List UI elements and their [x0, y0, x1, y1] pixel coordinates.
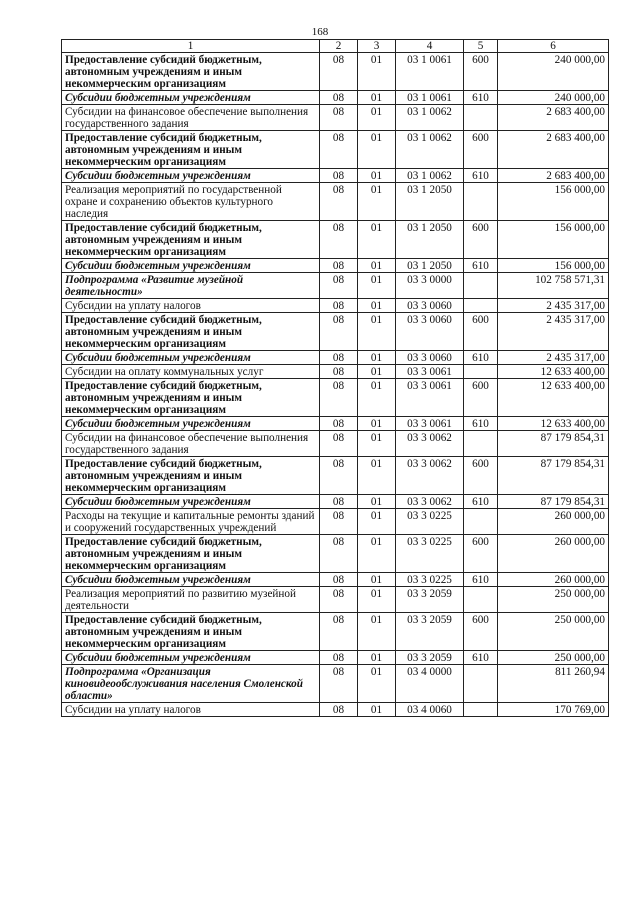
- row-subsection-cell: 01: [358, 169, 396, 183]
- table-row: [62, 613, 609, 651]
- row-name-cell: Подпрограмма «Организация киновидеообслуживания населения Смоленской области»: [62, 665, 320, 703]
- row-target-code-cell: 03 1 2050: [396, 221, 464, 259]
- row-amount-cell: 156 000,00: [498, 221, 609, 259]
- row-amount-cell: 2 435 317,00: [498, 313, 609, 351]
- row-target-code-cell: 03 4 0000: [396, 665, 464, 703]
- row-amount-cell: 2 683 400,00: [498, 131, 609, 169]
- budget-table: [61, 39, 609, 717]
- row-target-code-cell: 03 3 0061: [396, 365, 464, 379]
- row-target-code-cell: 03 4 0060: [396, 703, 464, 717]
- row-subsection-cell: 01: [358, 651, 396, 665]
- row-subsection-cell: 01: [358, 417, 396, 431]
- table-row: [62, 169, 609, 183]
- row-subsection-cell: 01: [358, 259, 396, 273]
- row-expense-type-cell: 610: [464, 651, 498, 665]
- row-expense-type-cell: [464, 183, 498, 221]
- row-subsection-cell: 01: [358, 365, 396, 379]
- row-amount-cell: 260 000,00: [498, 509, 609, 535]
- row-section-cell: 08: [320, 169, 358, 183]
- row-section-cell: 08: [320, 703, 358, 717]
- row-expense-type-cell: [464, 105, 498, 131]
- row-subsection-cell: 01: [358, 313, 396, 351]
- row-subsection-cell: 01: [358, 273, 396, 299]
- row-amount-cell: 250 000,00: [498, 613, 609, 651]
- row-target-code-cell: 03 1 0062: [396, 169, 464, 183]
- row-target-code-cell: 03 3 0000: [396, 273, 464, 299]
- row-expense-type-cell: [464, 665, 498, 703]
- row-name-cell: Субсидии бюджетным учреждениям: [62, 169, 320, 183]
- table-row: [62, 703, 609, 717]
- table-row: [62, 91, 609, 105]
- row-subsection-cell: 01: [358, 183, 396, 221]
- row-amount-cell: 2 435 317,00: [498, 299, 609, 313]
- row-expense-type-cell: [464, 703, 498, 717]
- row-amount-cell: 260 000,00: [498, 535, 609, 573]
- row-target-code-cell: 03 3 0225: [396, 509, 464, 535]
- row-name-cell: Предоставление субсидий бюджетным, автономным учреждениям и иным некоммерческим организациям: [62, 535, 320, 573]
- row-amount-cell: 156 000,00: [498, 183, 609, 221]
- row-expense-type-cell: 610: [464, 259, 498, 273]
- row-subsection-cell: 01: [358, 613, 396, 651]
- row-expense-type-cell: [464, 299, 498, 313]
- table-row: [62, 587, 609, 613]
- row-name-cell: Субсидии на финансовое обеспечение выполнения государственного задания: [62, 105, 320, 131]
- row-amount-cell: 12 633 400,00: [498, 417, 609, 431]
- row-amount-cell: 240 000,00: [498, 53, 609, 91]
- row-section-cell: 08: [320, 131, 358, 169]
- header-col-1: 1: [62, 40, 320, 53]
- row-subsection-cell: 01: [358, 351, 396, 365]
- table-row: [62, 651, 609, 665]
- row-section-cell: 08: [320, 221, 358, 259]
- row-name-cell: Субсидии на уплату налогов: [62, 299, 320, 313]
- row-subsection-cell: 01: [358, 573, 396, 587]
- table-body: [62, 53, 609, 717]
- header-col-4: 4: [396, 40, 464, 53]
- row-expense-type-cell: 600: [464, 53, 498, 91]
- row-expense-type-cell: 600: [464, 313, 498, 351]
- row-name-cell: Субсидии бюджетным учреждениям: [62, 417, 320, 431]
- row-subsection-cell: 01: [358, 91, 396, 105]
- row-target-code-cell: 03 3 0062: [396, 495, 464, 509]
- row-section-cell: 08: [320, 299, 358, 313]
- row-subsection-cell: 01: [358, 221, 396, 259]
- row-expense-type-cell: [464, 587, 498, 613]
- row-section-cell: 08: [320, 365, 358, 379]
- row-expense-type-cell: [464, 509, 498, 535]
- row-target-code-cell: 03 1 0061: [396, 53, 464, 91]
- row-section-cell: 08: [320, 457, 358, 495]
- row-amount-cell: 2 435 317,00: [498, 351, 609, 365]
- row-expense-type-cell: 610: [464, 169, 498, 183]
- row-amount-cell: 12 633 400,00: [498, 379, 609, 417]
- table-row: [62, 417, 609, 431]
- row-section-cell: 08: [320, 105, 358, 131]
- row-subsection-cell: 01: [358, 665, 396, 703]
- row-section-cell: 08: [320, 535, 358, 573]
- row-amount-cell: 87 179 854,31: [498, 495, 609, 509]
- row-target-code-cell: 03 1 2050: [396, 259, 464, 273]
- row-subsection-cell: 01: [358, 53, 396, 91]
- row-name-cell: Реализация мероприятий по развитию музейной деятельности: [62, 587, 320, 613]
- row-subsection-cell: 01: [358, 703, 396, 717]
- row-amount-cell: 156 000,00: [498, 259, 609, 273]
- header-col-2: 2: [320, 40, 358, 53]
- row-section-cell: 08: [320, 509, 358, 535]
- row-name-cell: Предоставление субсидий бюджетным, автономным учреждениям и иным некоммерческим организациям: [62, 53, 320, 91]
- row-amount-cell: 811 260,94: [498, 665, 609, 703]
- table-row: [62, 313, 609, 351]
- row-target-code-cell: 03 3 0061: [396, 417, 464, 431]
- row-target-code-cell: 03 3 0225: [396, 535, 464, 573]
- table-row: [62, 131, 609, 169]
- row-section-cell: 08: [320, 573, 358, 587]
- row-target-code-cell: 03 1 2050: [396, 183, 464, 221]
- row-expense-type-cell: 610: [464, 495, 498, 509]
- row-amount-cell: 2 683 400,00: [498, 105, 609, 131]
- row-name-cell: Субсидии бюджетным учреждениям: [62, 259, 320, 273]
- table-row: [62, 183, 609, 221]
- row-target-code-cell: 03 3 0060: [396, 313, 464, 351]
- row-section-cell: 08: [320, 379, 358, 417]
- table-header-row: [62, 40, 609, 53]
- row-expense-type-cell: 600: [464, 613, 498, 651]
- row-subsection-cell: 01: [358, 379, 396, 417]
- row-target-code-cell: 03 3 0225: [396, 573, 464, 587]
- row-amount-cell: 12 633 400,00: [498, 365, 609, 379]
- row-target-code-cell: 03 3 0060: [396, 299, 464, 313]
- table-row: [62, 53, 609, 91]
- row-section-cell: 08: [320, 495, 358, 509]
- row-target-code-cell: 03 3 2059: [396, 651, 464, 665]
- table-row: [62, 457, 609, 495]
- row-amount-cell: 240 000,00: [498, 91, 609, 105]
- table-row: [62, 299, 609, 313]
- row-name-cell: Расходы на текущие и капитальные ремонты зданий и сооружений государственных учреждений: [62, 509, 320, 535]
- row-target-code-cell: 03 1 0061: [396, 91, 464, 105]
- row-expense-type-cell: 600: [464, 221, 498, 259]
- row-name-cell: Реализация мероприятий по государственной охране и сохранению объектов культурного наследия: [62, 183, 320, 221]
- row-subsection-cell: 01: [358, 457, 396, 495]
- row-expense-type-cell: 600: [464, 457, 498, 495]
- table-row: [62, 431, 609, 457]
- row-expense-type-cell: [464, 365, 498, 379]
- row-subsection-cell: 01: [358, 495, 396, 509]
- table-row: [62, 273, 609, 299]
- row-expense-type-cell: 610: [464, 351, 498, 365]
- row-expense-type-cell: 610: [464, 573, 498, 587]
- row-section-cell: 08: [320, 273, 358, 299]
- header-col-3: 3: [358, 40, 396, 53]
- row-expense-type-cell: 600: [464, 535, 498, 573]
- header-col-6: 6: [498, 40, 609, 53]
- row-section-cell: 08: [320, 53, 358, 91]
- row-name-cell: Субсидии на оплату коммунальных услуг: [62, 365, 320, 379]
- row-name-cell: Субсидии бюджетным учреждениям: [62, 351, 320, 365]
- row-subsection-cell: 01: [358, 105, 396, 131]
- row-target-code-cell: 03 3 2059: [396, 613, 464, 651]
- row-expense-type-cell: 600: [464, 379, 498, 417]
- row-target-code-cell: 03 3 2059: [396, 587, 464, 613]
- row-amount-cell: 170 769,00: [498, 703, 609, 717]
- row-name-cell: Субсидии бюджетным учреждениям: [62, 91, 320, 105]
- row-section-cell: 08: [320, 183, 358, 221]
- row-name-cell: Подпрограмма «Развитие музейной деятельности»: [62, 273, 320, 299]
- table-row: [62, 535, 609, 573]
- row-expense-type-cell: [464, 431, 498, 457]
- row-subsection-cell: 01: [358, 299, 396, 313]
- row-amount-cell: 2 683 400,00: [498, 169, 609, 183]
- row-section-cell: 08: [320, 613, 358, 651]
- row-expense-type-cell: [464, 273, 498, 299]
- table-row: [62, 665, 609, 703]
- row-target-code-cell: 03 3 0060: [396, 351, 464, 365]
- row-amount-cell: 87 179 854,31: [498, 431, 609, 457]
- row-name-cell: Субсидии на уплату налогов: [62, 703, 320, 717]
- row-section-cell: 08: [320, 313, 358, 351]
- row-section-cell: 08: [320, 665, 358, 703]
- row-target-code-cell: 03 3 0061: [396, 379, 464, 417]
- row-subsection-cell: 01: [358, 431, 396, 457]
- row-section-cell: 08: [320, 417, 358, 431]
- table-row: [62, 365, 609, 379]
- table-row: [62, 573, 609, 587]
- row-target-code-cell: 03 1 0062: [396, 131, 464, 169]
- row-subsection-cell: 01: [358, 587, 396, 613]
- row-target-code-cell: 03 3 0062: [396, 431, 464, 457]
- row-subsection-cell: 01: [358, 131, 396, 169]
- row-name-cell: Субсидии бюджетным учреждениям: [62, 651, 320, 665]
- row-name-cell: Субсидии бюджетным учреждениям: [62, 573, 320, 587]
- row-amount-cell: 102 758 571,31: [498, 273, 609, 299]
- table-row: [62, 351, 609, 365]
- table-row: [62, 495, 609, 509]
- table-row: [62, 379, 609, 417]
- header-col-5: 5: [464, 40, 498, 53]
- row-expense-type-cell: 610: [464, 417, 498, 431]
- row-expense-type-cell: 600: [464, 131, 498, 169]
- row-section-cell: 08: [320, 431, 358, 457]
- row-name-cell: Предоставление субсидий бюджетным, автономным учреждениям и иным некоммерческим организациям: [62, 131, 320, 169]
- row-target-code-cell: 03 3 0062: [396, 457, 464, 495]
- row-name-cell: Предоставление субсидий бюджетным, автономным учреждениям и иным некоммерческим организациям: [62, 221, 320, 259]
- row-subsection-cell: 01: [358, 509, 396, 535]
- row-amount-cell: 250 000,00: [498, 587, 609, 613]
- row-name-cell: Предоставление субсидий бюджетным, автономным учреждениям и иным некоммерческим организациям: [62, 313, 320, 351]
- row-section-cell: 08: [320, 587, 358, 613]
- row-subsection-cell: 01: [358, 535, 396, 573]
- page-number: 168: [311, 26, 329, 38]
- row-name-cell: Предоставление субсидий бюджетным, автономным учреждениям и иным некоммерческим организациям: [62, 457, 320, 495]
- row-name-cell: Предоставление субсидий бюджетным, автономным учреждениям и иным некоммерческим организациям: [62, 379, 320, 417]
- table-row: [62, 105, 609, 131]
- row-target-code-cell: 03 1 0062: [396, 105, 464, 131]
- row-name-cell: Предоставление субсидий бюджетным, автономным учреждениям и иным некоммерческим организациям: [62, 613, 320, 651]
- table-row: [62, 221, 609, 259]
- row-section-cell: 08: [320, 651, 358, 665]
- table-row: [62, 259, 609, 273]
- row-amount-cell: 260 000,00: [498, 573, 609, 587]
- table-row: [62, 509, 609, 535]
- row-section-cell: 08: [320, 351, 358, 365]
- row-name-cell: Субсидии на финансовое обеспечение выполнения государственного задания: [62, 431, 320, 457]
- row-section-cell: 08: [320, 91, 358, 105]
- row-amount-cell: 87 179 854,31: [498, 457, 609, 495]
- row-section-cell: 08: [320, 259, 358, 273]
- row-amount-cell: 250 000,00: [498, 651, 609, 665]
- row-expense-type-cell: 610: [464, 91, 498, 105]
- row-name-cell: Субсидии бюджетным учреждениям: [62, 495, 320, 509]
